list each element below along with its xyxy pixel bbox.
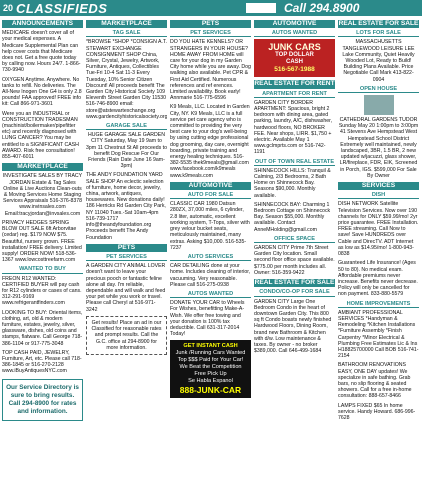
classified-ad: Were you an INDUSTRIAL or CONSTRUCTION TRADESMAN (machinist/boilermaker/pipefitter etc) and recently diagnosed with LUNG CANCER? You may be entitled to a SIGNIFICANT CASH AWARD. Risk free consultation! 855-407-6011 <box>2 110 79 161</box>
classified-ad: TOP CASH PAID, JEWELRY, Furniture, Art, etc. Please call 718-386-1845 or 516-270-2128 www.iBuyAntiquesNYC.com <box>2 349 82 375</box>
classified-ad: INVESTIGATE SALES BY TRACY JORDAN Estate & Tag Sales Online & Live Auctions Clean-outs & Moving Services Home Staging Services Appraisals 516-376-8378 www.invinsales.com Email:tracyjordan@invsales.com <box>2 173 83 217</box>
subsection-header: AUTO SERVICES <box>170 254 251 261</box>
classified-ad: THE ANDY FOUNDATION YARD SALE SHOP An eclectic selection of furniture, home decor, jewelry, china, artwork, antiques, housewares. New donations daily! 186 Herricks Rd Garden City Park, NY 11040 Tues.-Sat 10am-4pm 516-739-1717 info@theandyfoundation.org Proceeds benefit The Andy Foundation <box>86 172 166 241</box>
classified-ad: LOOKING TO BUY: Oriental items, clothing, art, old & modern furniture, estates, jewelry, silver, glassware, dishes, old coins and stamps, flatware. Call George 718-386-1104 or 917-775-3048 <box>2 309 83 347</box>
section-header: AUTOMOTIVE <box>254 20 335 28</box>
cash-line: Top $$$ Paid for Your Car! <box>177 357 244 364</box>
junk-phone: 516-567-1988 <box>274 66 315 74</box>
classified-ad: K9 Meals, LLC. Located in Garden City, NY. K9 Meals, LLC is a full service pet care agency who is committed to providing the very best care to your dog's well-being by using cutting edge professional dog grooming, day care, overnight boarding, private training and energy healing techniques. 516-382-5535 thek9meals@gmail.com www.facebook.com/k9meals www.k9meals.com <box>170 104 250 179</box>
classified-ad: MASSACHUSETTS TANGLEWOOD LEISURE LEE Lake Community, Quiet Heavily Wooded Lot, Ready to Build! Building Plans Available. Price Negotiable Call Mark 413-822-0904 <box>342 39 415 83</box>
section-header: ANNOUNCEMENTS <box>2 20 83 28</box>
subsection-header: WANTED TO BUY <box>2 266 83 273</box>
junk-subline: TOP DOLLAR <box>275 52 314 59</box>
cash-phone: 888-JUNK-CAR <box>179 385 242 396</box>
classified-ad: DISH NETWORK Satellite Television Services. Now over 190 channels for ONLY $59.99/mo! 2yr price guarantee. FREE Installation. FREE streaming. Call Now to save! Save HUNDREDS over Cable and DirecTV. ADT Internet as low as $14.95/mo! 1-800-943-0838 <box>338 201 419 258</box>
subsection-header: PET SERVICES <box>170 30 251 37</box>
classified-ad: PRIVACY HEDGES SPRING BLOW OUT SALE 6ft Arborvitae (cedar) reg. $179 NOW $75. Beautiful, nursery grown. FREE installation/ FREE delivery. Limited supply! ORDER NOW! 518-536-1367 www.lowcosttreefarm.com <box>2 219 82 264</box>
classified-ad: Guaranteed Life Insurance! (Ages 50 to 80). No medical exam. Affordable premiums never increase. Benefits never decrease. Policy will only be cancelled for non payment. 833-880-5579 <box>338 260 418 298</box>
column-real-estate-sale <box>338 18 419 424</box>
section-header: PETS <box>86 244 167 252</box>
cash-headline: GET INSTANT CASH <box>183 343 238 350</box>
column-announcements <box>2 18 83 421</box>
subsection-header: APARTMENT FOR RENT <box>254 91 335 98</box>
subsection-header: PET SERVICES <box>86 254 167 261</box>
section-header: SERVICES <box>338 182 419 190</box>
classified-ad: BATHROOM RENOVATIONS EASY, ONE DAY updates! We specialize in safe bathing. Grab bars, no slip flooring & seated showers. Call for a free in-home consultation: 888-657-8466 <box>338 362 412 400</box>
classified-ad: A GARDEN CITY ANIMAL LOVER doesn't want to leave your precious pooch or fantastic feline alone all day. I'm reliable, dependable and will walk and feed your pet while you work or travel. Please call Cheryl at 516-971-3242 <box>86 263 166 313</box>
junk-headline: JUNK CARS <box>268 42 321 53</box>
classified-ad: HUGE GARAGE SALE GARDEN CITY Saturday, May 19 9am to 3pm 11 Chestnut St All proceeds to benefit Dog Rescue For Our Friends (Rain Date June 16 9am-3pm) <box>86 132 167 170</box>
classified-ad: DONATE YOUR CAR to Wheels For Wishes, benefitting Make-A-Wish. We offer free towing and your donation is 100% tax deductible. Call 631-317-2014 Today! <box>170 300 245 338</box>
subsection-header: OPEN HOUSE <box>338 86 419 93</box>
subsection-header: TAG SALE <box>86 30 167 37</box>
classified-ad: CAR DETAILING done at your home. Includes cleaning of interior, vacuuming. Very reasonable. Please call 516-275-0938 <box>170 263 251 288</box>
cash-line: Se Habla Espanol <box>188 378 233 385</box>
junk-cars-ad <box>254 39 335 77</box>
phone-number: Call 294.8900 <box>284 1 360 15</box>
get-results-box: Get results! Place an ad in our Classified for reasonable rates and prompt results. Call the G.C. office at 294-8900 for more information. <box>86 316 167 355</box>
page-title: CLASSIFIEDS <box>16 0 108 16</box>
classified-ad: AMBIANT PROFESSIONAL SERVICES *Handyman & Remodeling *Kitchen Installations *Furniture Assembly *Finish Carpentry *Minor Electrical & Plumbing Free Estimates Lic & Ins H18825700000 Call BOB 516-741-2154 <box>338 309 419 360</box>
service-directory-box: Our Service Directory is sure to bring results. Call 294-8900 for rates and information. <box>2 379 83 421</box>
subsection-header: CONDO/CO-OP FOR SALE <box>254 289 335 296</box>
classified-ad: DO YOU HATE KENNELS? OR STRANGERS IN YOUR HOUSE? HOME AWAY FROM HOME will care for your dog in my Garden City home while you are away. Dog walking also available. Pet CPR & First Aid Certified. Numerous references and ref erences. Limited availability. Book early! Annmarie 516-775-6596 <box>170 39 251 102</box>
subsection-header: OUT OF TOWN REAL ESTATE <box>254 158 335 165</box>
junk-subline: CASH <box>285 59 303 66</box>
header-arrow-icon <box>246 3 276 13</box>
classified-ad: SHINNECOCK HILLS: Tranquil & Calming, 2/3 Bedrooms, 2 Bath Home on Shinnecock Bay. Seasons $90,000. Monthly available. <box>254 167 331 199</box>
column-real-estate-rent <box>254 18 335 357</box>
page-header <box>0 0 422 16</box>
subsection-header: DISH <box>338 192 419 199</box>
cash-line: Free Pick Up <box>194 371 227 378</box>
section-header: PETS <box>170 20 251 28</box>
house-photo <box>364 95 394 115</box>
cash-line: Junk /Running Cars Wanted <box>175 350 246 357</box>
classified-ad: FREON R12 WANTED: CERTIFIED BUYER will pay cash for R12 cylinders or cases of cans. 312-291-9169 www.refrigerantfinders.com <box>2 275 82 307</box>
section-header: REAL ESTATE FOR RENT <box>254 80 335 88</box>
subsection-header: HOME IMPROVEMENTS <box>338 301 419 308</box>
subsection-header: LOTS FOR SALE <box>338 30 419 37</box>
classified-ad: CATHEDRAL GARDENS TUDOR Sunday May 20 1:00pm to 3:00pm 41 Stevens Ave Hempstead West Hempstead School District Extremely well maintained, newly landscaped, 3BR, 1.5 BR, 2 new updated w/jacuzzi, glass shower, LR/fireplace, FDR, EIK, Screened in Porch, IGS. $599,000 For Sale By Owner <box>338 117 419 179</box>
subsection-header: AUTOS WANTED <box>170 291 251 298</box>
classified-ad: OXYGEN Anytime. Anywhere. No tanks to refill. No deliveries. The All-New Inogen One G4 is only 2.8 pounds! FAA approved! FREE info kit: Call 866-971-3601 <box>2 76 82 108</box>
classified-ad: GARDEN CITY Large One Bedroom Condo in the heart of downtown Garden City. This 800 sq ft Condo boasts newly finished Hardwood Floors, Dining Room, brand new Bathroom & Kitchen with d/w. Low maintenance & taxes. By owner - no broker $389,000. Call 646-499-1684 <box>254 298 332 355</box>
section-header: REAL ESTATE FOR SALE <box>254 279 335 287</box>
column-pets <box>170 18 251 398</box>
instant-cash-ad <box>170 340 251 398</box>
column-marketplace <box>86 18 167 355</box>
classified-ad: SHINNECOCK BAY: Charming 1 Bedroom Cottage on Shinnecock Bay. Season $55,000. Monthly available. Contact AnneMHolding@gmail.com <box>254 201 331 233</box>
classified-ad: GARDEN CITY Prime 7th Street Garden City location. Small second floor office space available. $775.00 per month includes all. Owner: 516-359-9422 <box>254 245 335 276</box>
classified-ad: *BROWSE *SHOP *CONSIGN A.T. STEWART EXCHANGE CONSIGNMENT SHOP China, Silver, Crystal, Jewelry, Artwork, Furniture, Antiques, Collectibles Tue-Fri 10-4 Sat 11-3 Every Tuesday, 10% Senior Citizen Discount! All proceeds benefit The Garden City Historical Society 109 Eleventh Street Garden City 11530 516-746-8900 email: store@atstewartexchange.org www.gardencityhistoricalsociety.org <box>86 39 167 120</box>
subsection-header: AUTO FOR SALE <box>170 192 251 199</box>
subsection-header: OFFICE SPACE <box>254 236 335 243</box>
section-header: REAL ESTATE FOR SALE <box>338 20 419 27</box>
classified-ad: CLASSIC CAR 1980 Datsun 280ZX, 37,000 miles, 6 cylinder, 2.8 liter, automatic, excellent working system, T-Tops, silver with grey velour bucket seats, meticulously maintained, many extras. Asking $10,000. 516-535-7237 <box>170 201 250 251</box>
classified-ad: MEDICARE doesn't cover all of your medical expenses. A Medicare Supplemental Plan can help cover costs that Medicare does not. Get a free quote today by calling now. Hours 24/7. 1-866-730-9940 <box>2 30 81 74</box>
subsection-header: GARAGE SALE <box>86 123 167 130</box>
section-header: MARKETPLACE <box>2 163 83 171</box>
section-header: MARKETPLACE <box>86 20 167 28</box>
page-number: 20 <box>3 3 14 13</box>
subsection-header: AUTOS WANTED <box>254 30 335 37</box>
cash-line: We Beat the Competition <box>179 364 242 371</box>
classified-ad: GARDEN CITY BORDER APARTMENT: Spacious, bright 2 bedroom with dining area, gated parking, laundry, A/C, dishwasher, hardwood floors, NO BROKER FEE. Near shops, LIRR. $1,750 + electric. Available May 1 www.gclmprts.com or 516-742-1191 <box>254 99 333 156</box>
classified-ad: LAMPS FIXED $65 In home service. Handy Howard. 686-996-7628 <box>338 402 416 421</box>
section-header: AUTOMOTIVE <box>170 182 251 190</box>
